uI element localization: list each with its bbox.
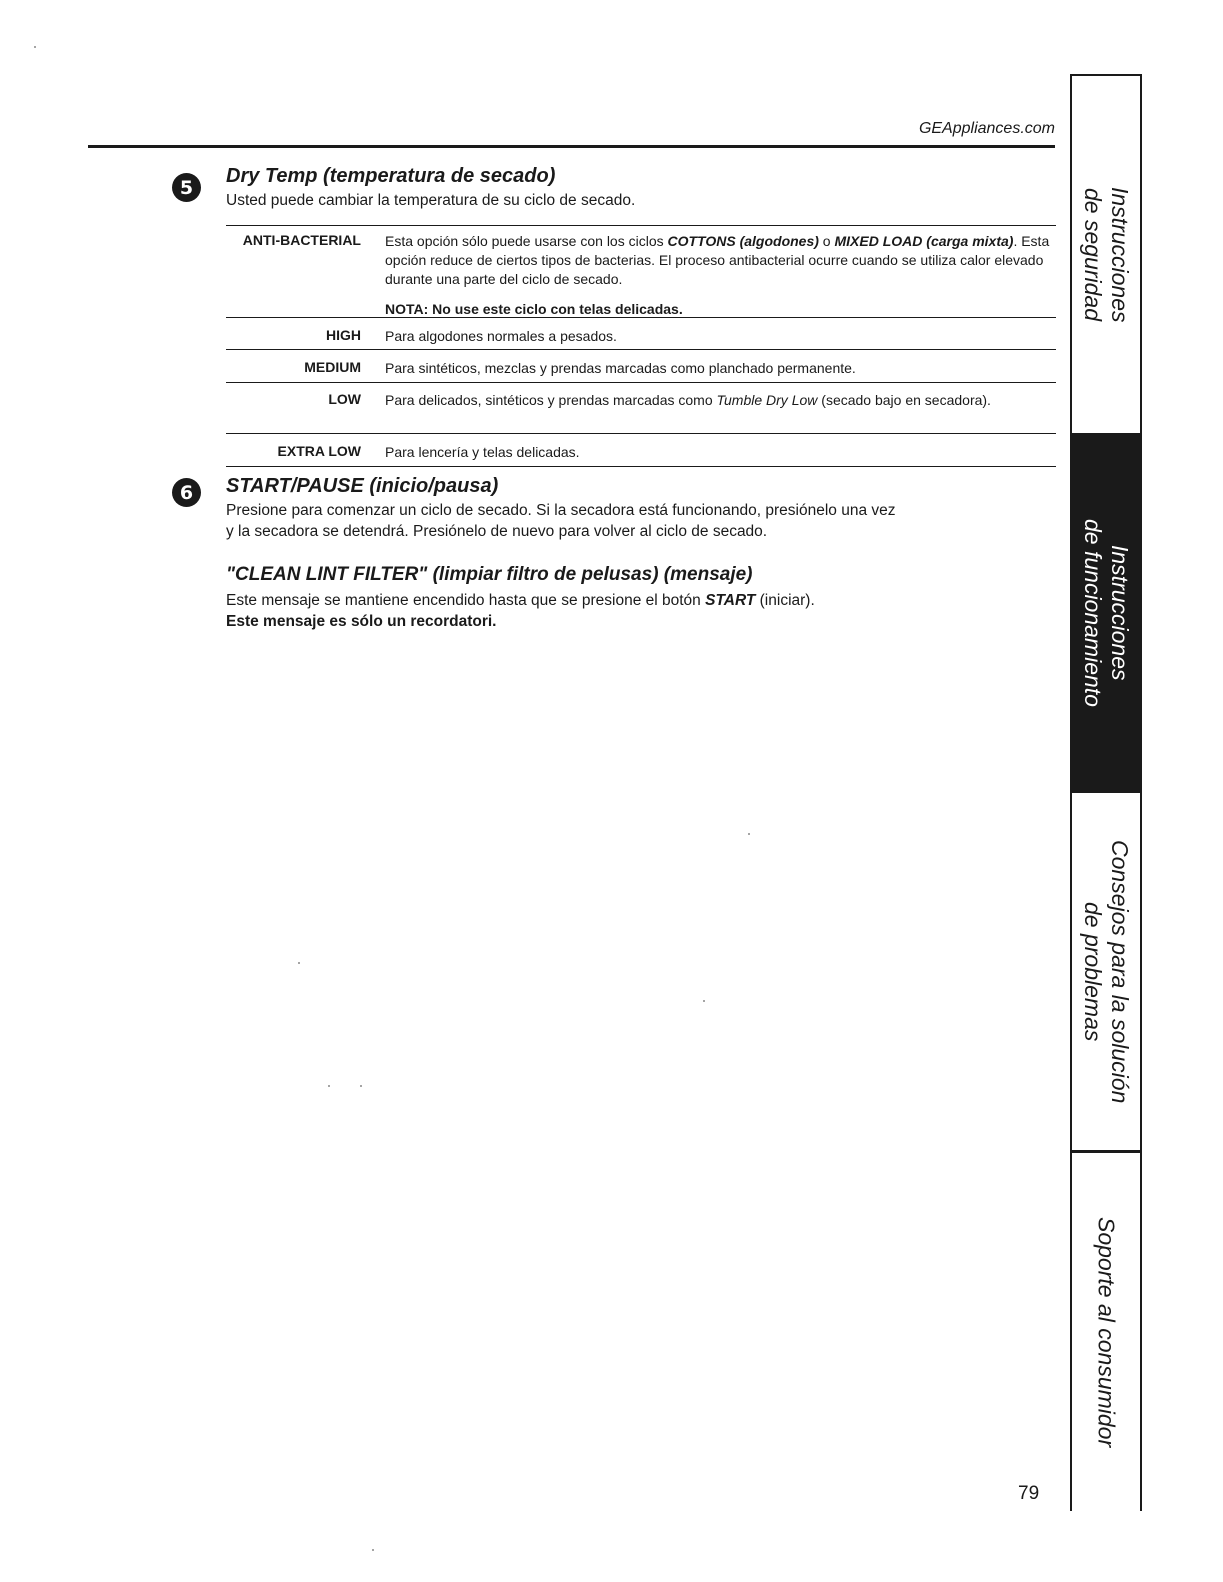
table-rule — [226, 382, 1056, 383]
side-tab-line: de seguridad — [1080, 187, 1106, 321]
start-pause-line-2: y la secadora se detendrá. Presiónelo de nuevo para volver al ciclo de secado. — [226, 523, 768, 540]
anti-mixed-load-cycle: MIXED LOAD (carga mixta) — [834, 233, 1014, 249]
step-number-6: 6 — [172, 478, 201, 507]
table-rule — [226, 317, 1056, 318]
table-label-anti-bacterial: ANTI-BACTERIAL — [242, 232, 361, 248]
scan-speck — [328, 1085, 330, 1087]
table-rule — [226, 225, 1056, 226]
step-number-5: 5 — [172, 173, 201, 202]
clean-lint-filter-title: "CLEAN LINT FILTER" (limpiar filtro de pelusas) (mensaje) — [226, 564, 753, 585]
clean-lint-line-1 — [226, 590, 815, 611]
header-website: GEAppliances.com — [918, 120, 1055, 137]
section-title-start-pause: START/PAUSE (inicio/pausa) — [226, 475, 499, 497]
side-tab-line: Soporte al consumidor — [1093, 1216, 1120, 1448]
start-pause-line-1: Presione para comenzar un ciclo de secado. Si la secadora está funcionando, presiónelo una vez — [226, 502, 896, 519]
side-tab-support-label — [1093, 1217, 1120, 1447]
anti-text-part: . Esta opción reduce de ciertos tipos de bacterias. El proceso antibacterial ocurre cuando se utiliza calor elevado durante una parte del ciclo de secado. — [385, 233, 1050, 287]
page-number: 79 — [1018, 1483, 1040, 1504]
anti-text-part: Esta opción sólo puede usarse con los ciclos — [385, 233, 668, 249]
side-tab-line: Instrucciones — [1107, 545, 1133, 681]
table-text-anti-bacterial — [385, 232, 1050, 289]
anti-cotton-cycle: COTTONS (algodones) — [667, 233, 819, 249]
side-tab-line: de funcionamiento — [1080, 519, 1106, 707]
table-text-extra-low: Para lencería y telas delicadas. — [385, 444, 580, 460]
section-title-dry-temp: Dry Temp (temperatura de secado) — [226, 165, 556, 187]
side-tab-line: Consejos para la solución — [1107, 839, 1133, 1104]
scan-speck — [748, 833, 750, 835]
side-tab-operating-label — [1079, 519, 1133, 707]
scan-speck — [34, 46, 36, 48]
side-tab-operating[interactable] — [1070, 433, 1142, 793]
clean-lint-text-part: Este mensaje se mantiene encendido hasta que se presione el botón — [226, 592, 706, 609]
table-text-high: Para algodones normales a pesados. — [385, 328, 617, 344]
table-label-low: LOW — [328, 391, 361, 407]
clean-lint-text-part: (iniciar). — [755, 592, 815, 609]
table-rule — [226, 349, 1056, 350]
scan-speck — [298, 962, 300, 964]
scan-speck — [360, 1085, 362, 1087]
side-tab-safety-label — [1079, 187, 1133, 323]
low-tumble-dry-term: Tumble Dry Low — [716, 392, 818, 408]
section-description-dry-temp: Usted puede cambiar la temperatura de su ciclo de secado. — [226, 192, 636, 209]
clean-lint-line-2: Este mensaje es sólo un recordatori. — [226, 613, 497, 630]
side-tab-line: de problemas — [1080, 901, 1106, 1042]
start-button-term: START — [705, 592, 756, 609]
table-rule — [226, 433, 1056, 434]
table-text-low — [385, 391, 1050, 410]
table-label-medium: MEDIUM — [304, 359, 361, 375]
side-tab-line: Instrucciones — [1107, 186, 1133, 323]
table-note-anti-bacterial: NOTA: No use este ciclo con telas delicadas. — [385, 301, 683, 317]
anti-text-part: o — [818, 233, 835, 249]
table-label-extra-low: EXTRA LOW — [277, 443, 361, 459]
scan-speck — [372, 1549, 374, 1551]
table-rule — [226, 466, 1056, 467]
side-tab-support[interactable] — [1070, 1153, 1142, 1511]
scan-speck — [703, 1000, 705, 1002]
low-text-part: Para delicados, sintéticos y prendas marcadas como — [385, 392, 717, 408]
table-text-medium: Para sintéticos, mezclas y prendas marcadas como planchado permanente. — [385, 360, 856, 376]
side-tab-safety[interactable] — [1070, 76, 1142, 433]
low-text-part: (secado bajo en secadora). — [817, 392, 991, 408]
header-rule — [88, 145, 1055, 148]
table-label-high: HIGH — [326, 327, 361, 343]
side-tab-troubleshooting[interactable] — [1070, 793, 1142, 1150]
side-tab-troubleshooting-label — [1079, 840, 1133, 1103]
